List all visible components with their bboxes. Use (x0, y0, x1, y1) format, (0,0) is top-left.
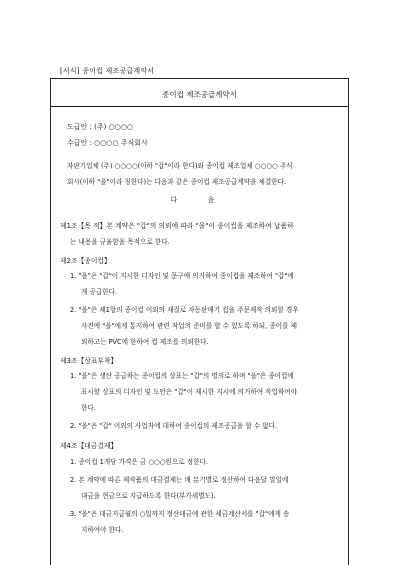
article-2-line: 2. "을"은 제1항의 종이컵 이외의 재질로 자동판매기 컵을 주문제작 의뢰할 경우 (70, 306, 299, 314)
article-4-line: 2. 본 계약에 따른 제작품의 대금결제는 매 분기별로 정산하여 다음달 말일에 (70, 476, 289, 484)
article-4-line: 대금을 현금으로 지급하도록 한다(부가세별도). (81, 492, 216, 500)
article-1-line: 는 내용을 규율함을 목적으로 한다. (70, 238, 170, 246)
article-4-line: 1. 종이컵 1개당 가격은 금 ○○○원으로 정한다. (70, 458, 208, 466)
intro-line: 회사(이하 "을"이라 칭한다)는 다음과 같은 종이컵 제조공급계약을 체결한다. (67, 178, 287, 186)
article-3-line: 표시할 상표의 디자인 및 도안은 "갑"이 제시한 지시에 의거하여 작업하여야 (81, 388, 298, 396)
article-3-heading: 제3조【상표부착】 (60, 357, 118, 365)
intro-line: 자판기업체 (주) ○○○○(이하 "갑"이라 한다)와 종이컵 제조업체 ○○○○ 주식 (67, 162, 293, 170)
article-4-line: 지하여야 한다. (81, 526, 124, 534)
article-3-line: 1. "을"은 생산 공급하는 종이컵의 상표는 "갑"의 명의로 하며 "을"은 종이컵에 (70, 372, 294, 380)
contract-document (50, 78, 349, 565)
article-2-line: 사전에 "을"에게 통지하여 관련 작업의 준비를 할 수 있도록 하되, 종이를 제 (81, 322, 297, 330)
document-title: 종이컵 제조공급계약서 (162, 90, 237, 99)
article-2-line: 외하고는 PVC에 한하여 컵 제조를 의뢰한다. (81, 338, 209, 346)
article-4-line: 3. "을"은 대금지급월의 ○일까지 정산대금에 관한 세금계산서를 "갑"에게 송 (70, 510, 290, 518)
dagum-heading: 다 음 (170, 196, 229, 204)
article-1-heading: 제1조【목 적】본 계약은 "갑"의 의뢰에 따라 "을"이 종이컵을 제조하여 납품하 (60, 222, 294, 230)
article-4-heading: 제4조【대금결제】 (60, 442, 118, 450)
article-3-line: 한다. (81, 404, 96, 412)
article-3-line: 2. "을"은 "갑" 이외의 사업자에 대하여 종이컵의 제조공급을 할 수 없다. (70, 422, 278, 430)
title-divider (51, 106, 348, 107)
form-label: [서식] 종이컵 제조공급계약서 (60, 67, 155, 75)
article-2-heading: 제2조【종이컵】 (60, 257, 111, 265)
intro-paragraph (67, 158, 336, 190)
supplier-line: 도급인 : (주) ○○○○ (67, 123, 133, 131)
recipient-line: 수급인 : ○○○○ 주식회사 (67, 139, 148, 147)
article-2-line: 1. "을"은 "갑"이 지시한 디자인 및 문구에 의거하여 종이컵을 제조하여 "갑"에 (70, 272, 294, 280)
article-2-line: 게 공급한다. (81, 288, 118, 296)
